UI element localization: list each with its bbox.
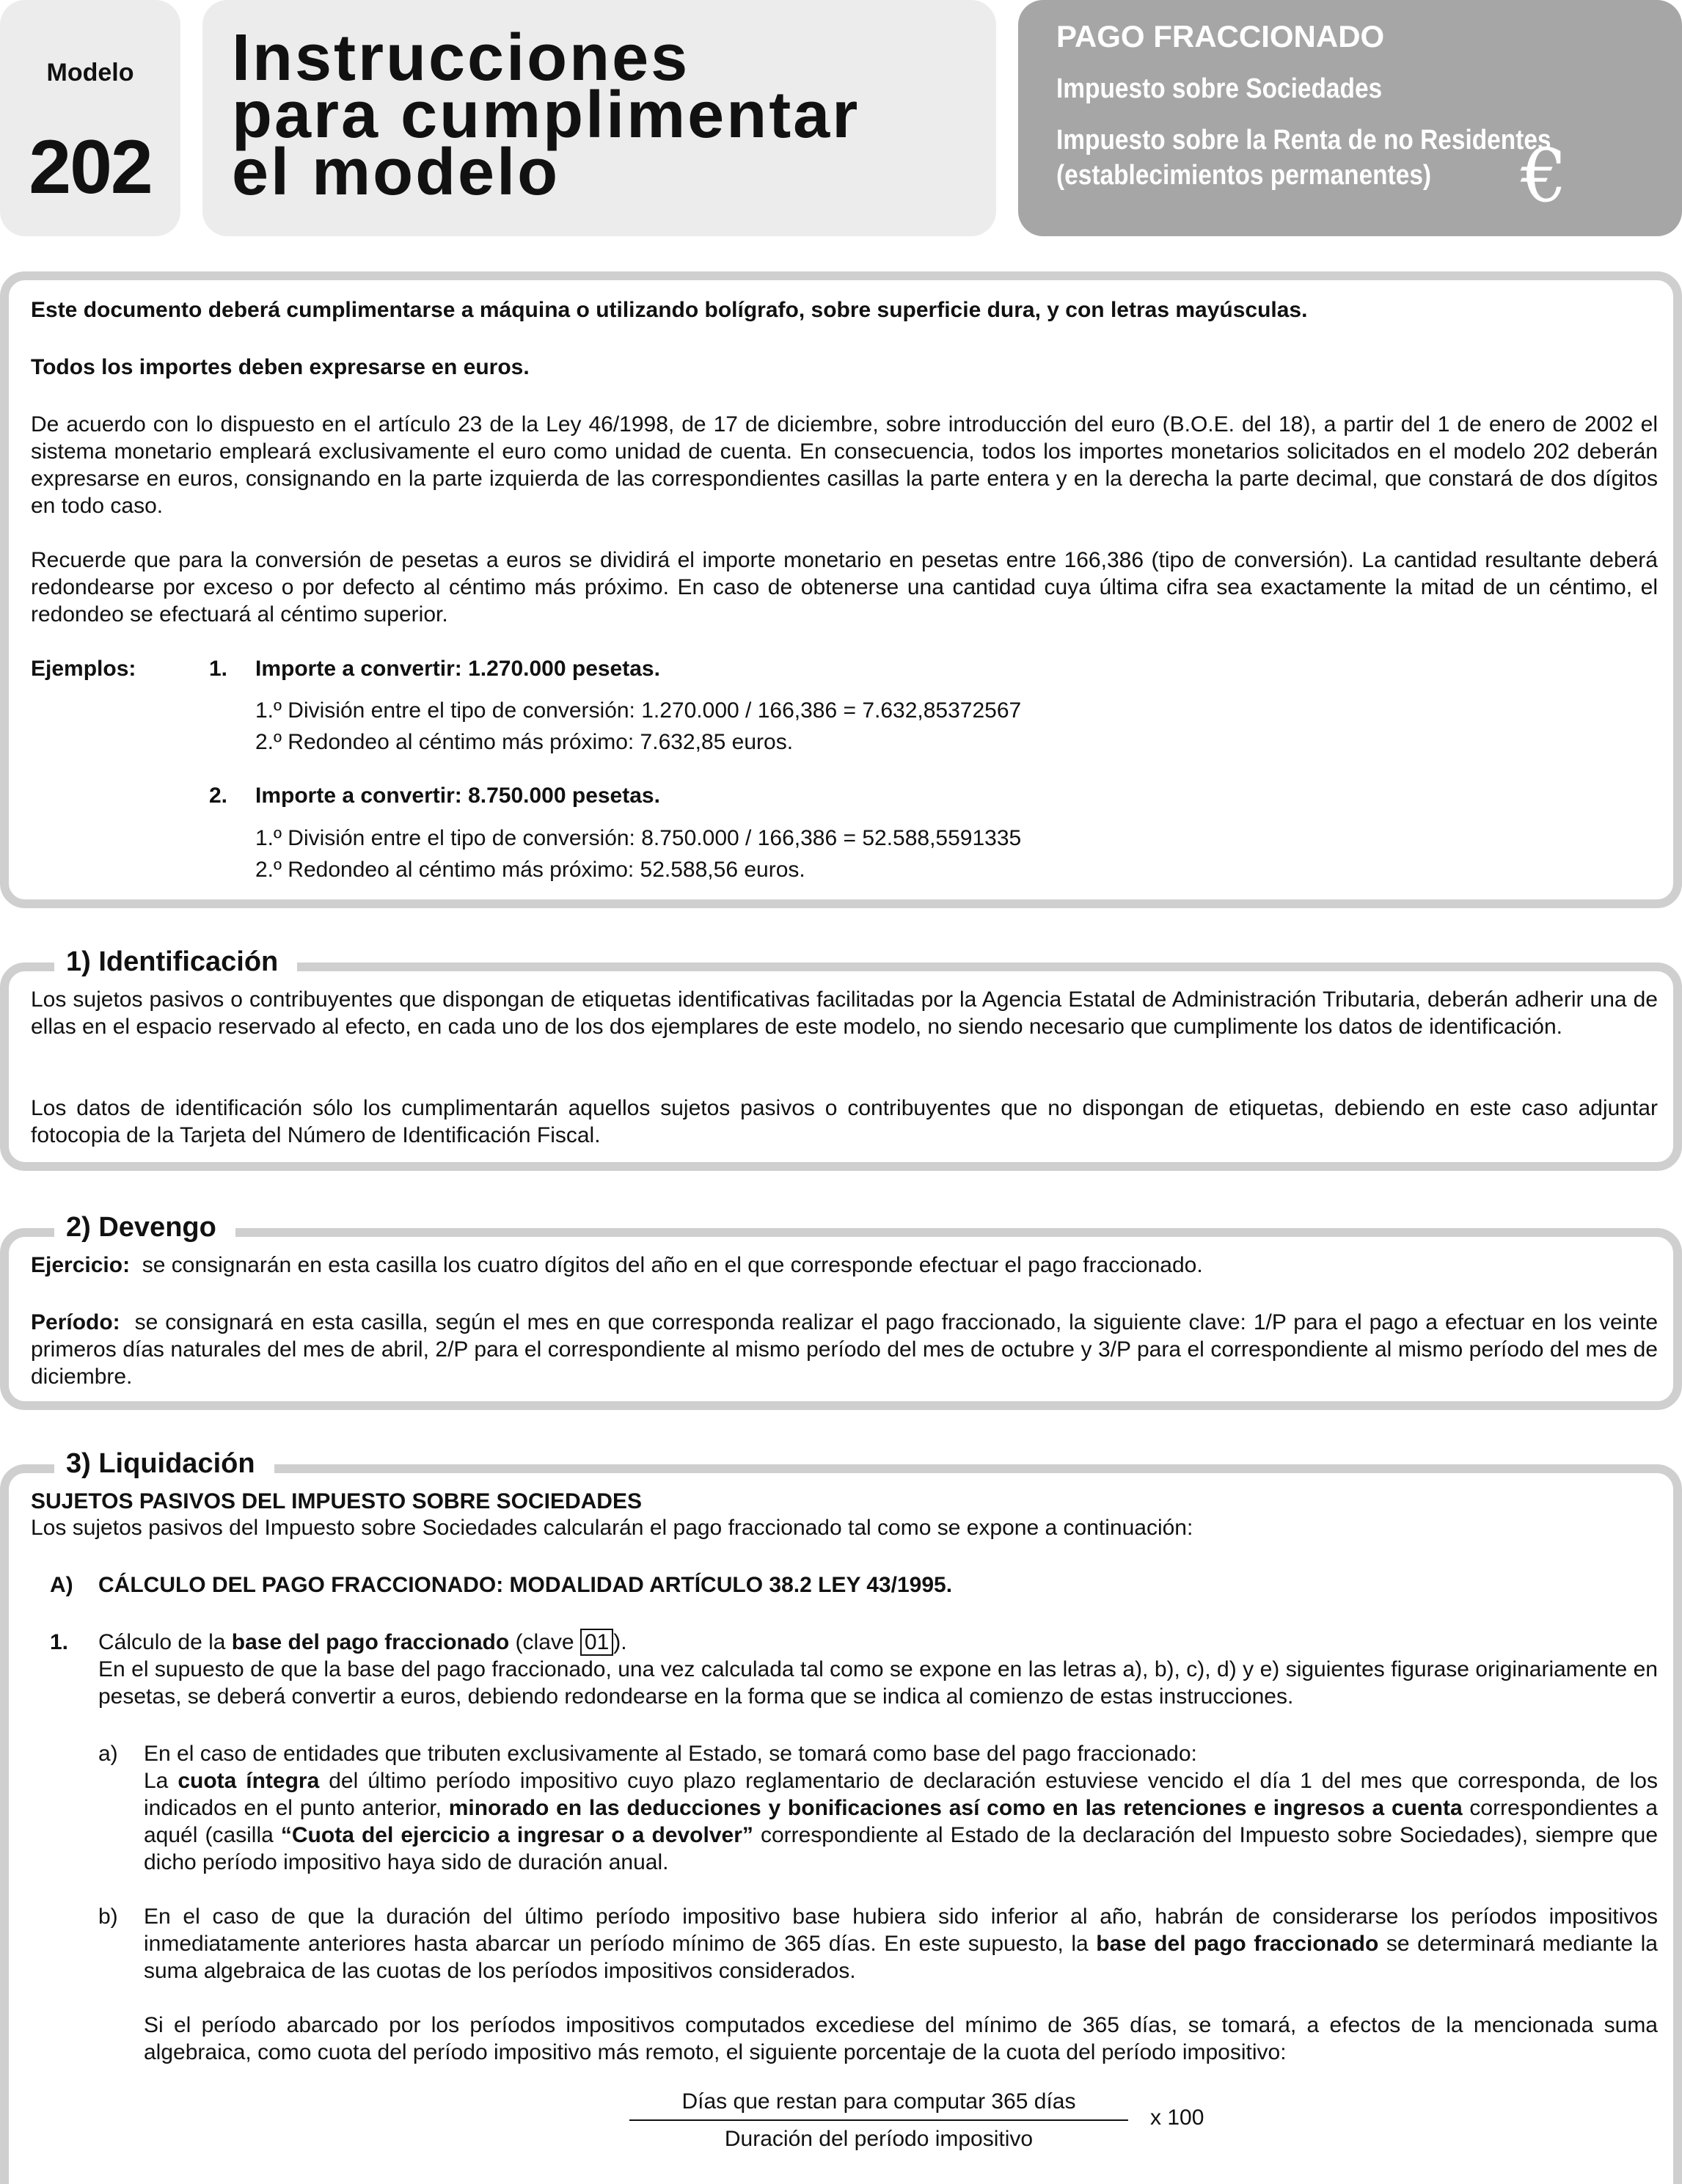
section-a-title: CÁLCULO DEL PAGO FRACCIONADO: MODALIDAD ARTÍCULO 38.2 LEY 43/1995. — [98, 1573, 953, 1597]
item-1-text: En el supuesto de que la base del pago fraccionado, una vez calculada tal como se expone en las letras a), b), c), d) y e) siguientes figurase originariamente en pesetas, se deberá convertir a euros, debiendo redondearse en la forma que se indica al comienzo de estas instrucciones. — [98, 1657, 1658, 1709]
intro-conversion-paragraph: Recuerde que para la conversión de pesetas a euros se dividirá el importe monetario en pesetas entre 166,386 (tipo de conversión). La cantidad resultante deberá redondearse por exceso o por defecto al céntimo más próximo. En caso de obtenerse una cantidad cuya última cifra sea exactamente la mitad de un céntimo, el redondeo se efectuará al céntimo superior. — [31, 548, 1658, 627]
item-1-number: 1. — [50, 1630, 69, 1654]
periodo-label: Período: — [31, 1310, 120, 1334]
example-1-title: Importe a convertir: 1.270.000 pesetas. — [255, 657, 660, 681]
liquidacion-subtitle: SUJETOS PASIVOS DEL IMPUESTO SOBRE SOCIEDADES — [31, 1489, 642, 1513]
title-box — [202, 0, 996, 236]
modelo-label: Modelo — [46, 59, 134, 87]
intro-instruction: Este documento deberá cumplimentarse a máquina o utilizando bolígrafo, sobre superficie dura, y con letras mayúsculas. — [31, 298, 1308, 322]
section-title-liquidacion: 3) Liquidación — [54, 1450, 274, 1478]
subitem-a-t2: del último período impositivo cuyo plazo reglamentario de declaración estuviese vencido el día 1 del mes que corresponda, de los indicados en el punto anterior, — [144, 1769, 1658, 1820]
pago-subtitle-sociedades: Impuesto sobre Sociedades — [1056, 73, 1383, 104]
examples-label: Ejemplos: — [31, 657, 136, 681]
subitem-a-b2: minorado en las deducciones y bonificaciones así como en las retenciones e ingresos a cuenta — [448, 1796, 1463, 1820]
identificacion-section — [0, 946, 1682, 1171]
ejercicio-text: se consignarán en esta casilla los cuatro dígitos del año en el que corresponde efectuar el pago fraccionado. — [142, 1253, 1203, 1277]
modelo-number: 202 — [29, 125, 152, 210]
formula — [629, 2088, 1204, 2152]
example-2-step-2: 2.º Redondeo al céntimo más próximo: 52.588,56 euros. — [255, 858, 805, 882]
subitem-b-t1: En el caso de que la duración del último período impositivo base hubiera sido inferior al año, habrán de considerarse los períodos impositivos inmediatamente anteriores hasta abarcar un período mínimo de 365 días. En este supuesto, la — [144, 1904, 1658, 1956]
example-2-number: 2. — [209, 784, 228, 808]
devengo-periodo — [31, 1309, 1658, 1390]
subitem-b-paragraph-2: Si el período abarcado por los períodos impositivos computados excediese del mínimo de 365 días, se tomará, a efectos de la mencionada suma algebraica, como cuota del período impositivo más remoto, el siguiente porcentaje de la cuota del período impositivo: — [144, 2013, 1658, 2064]
clave-01-box: 01 — [580, 1629, 613, 1656]
item-1-post: ). — [613, 1630, 627, 1654]
pago-subtitle-establecimientos: (establecimientos permanentes) — [1056, 160, 1432, 191]
modelo-box — [0, 0, 180, 236]
periodo-text: se consignará en esta casilla, según el mes en que corresponda realizar el pago fraccionado, la siguiente clave: 1/P para el pago a efectuar en los veinte primeros días naturales del mes de abril, 2/P para el correspondiente al mismo período del mes de octubre y 3/P para el correspondiente al mismo período del mes de diciembre. — [31, 1310, 1658, 1389]
subitem-a-b1: cuota íntegra — [178, 1769, 320, 1793]
subitem-b-b1: base del pago fraccionado — [1096, 1932, 1379, 1956]
formula-divider — [629, 2119, 1128, 2121]
subitem-b-t2: se determinará mediante la suma algebraica de las cuotas de los períodos impositivos considerados. — [144, 1932, 1658, 1983]
formula-numerator: Días que restan para computar 365 días — [681, 2089, 1076, 2114]
pago-fraccionado-box — [1018, 0, 1682, 236]
subitem-a-line1: En el caso de entidades que tributen exclusivamente al Estado, se tomará como base del pago fraccionado: — [144, 1742, 1197, 1766]
liquidacion-section — [0, 1448, 1682, 2184]
subitem-a-label: a) — [98, 1742, 118, 1766]
identificacion-paragraph-2: Los datos de identificación sólo los cumplimentarán aquellos sujetos pasivos o contribuyentes que no dispongan de etiquetas, debiendo en este caso adjuntar fotocopia de la Tarjeta del Número de Identificación Fiscal. — [31, 1096, 1658, 1147]
section-a-label: A) — [50, 1573, 73, 1597]
subitem-b-label: b) — [98, 1904, 118, 1929]
subitem-a-t3: correspondientes a aquél (casilla — [144, 1796, 1658, 1847]
section-title-identificacion: 1) Identificación — [54, 948, 297, 976]
subitem-a-t4: correspondiente al Estado de la declaración del Impuesto sobre Sociedades), siempre que dicho período impositivo haya sido de duración anual. — [144, 1823, 1658, 1874]
section-title-devengo: 2) Devengo — [54, 1213, 235, 1241]
item-1-pre: Cálculo de la — [98, 1630, 232, 1654]
subitem-a-t1: La — [144, 1769, 178, 1793]
subitem-b-paragraph — [144, 1903, 1658, 1984]
devengo-ejercicio — [31, 1252, 1658, 1279]
example-2-step-1: 1.º División entre el tipo de conversión: 8.750.000 / 166,386 = 52.588,5591335 — [255, 826, 1022, 850]
pago-title: PAGO FRACCIONADO — [1056, 19, 1385, 54]
liquidacion-intro: Los sujetos pasivos del Impuesto sobre Sociedades calcularán el pago fraccionado tal como se expone a continuación: — [31, 1516, 1193, 1540]
devengo-section — [0, 1212, 1682, 1410]
identificacion-paragraph-1: Los sujetos pasivos o contribuyentes que dispongan de etiquetas identificativas facilitadas por la Agencia Estatal de Administración Tributaria, deberán adherir una de ellas en el espacio reservado al efecto, en cada uno de los dos ejemplares de este modelo, no siendo necesario que cumplimente los datos de identificación. — [31, 987, 1658, 1039]
formula-denominator: Duración del período impositivo — [724, 2127, 1034, 2151]
example-1-step-2: 2.º Redondeo al céntimo más próximo: 7.632,85 euros. — [255, 730, 794, 754]
example-1-step-1: 1.º División entre el tipo de conversión: 1.270.000 / 166,386 = 7.632,85372567 — [255, 698, 1022, 723]
intro-euros-note: Todos los importes deben expresarse en euros. — [31, 355, 530, 379]
example-2-title: Importe a convertir: 8.750.000 pesetas. — [255, 784, 660, 808]
intro-section — [0, 271, 1682, 908]
formula-multiplier: x 100 — [1150, 2106, 1204, 2130]
example-1-number: 1. — [209, 657, 228, 681]
euro-icon: € — [1521, 133, 1568, 219]
item-1-bold: base del pago fraccionado — [231, 1630, 510, 1654]
pago-subtitle-no-residentes: Impuesto sobre la Renta de no Residentes — [1056, 125, 1551, 156]
intro-law-paragraph: De acuerdo con lo dispuesto en el artículo 23 de la Ley 46/1998, de 17 de diciembre, sobre introducción del euro (B.O.E. del 18), a partir del 1 de enero de 2002 el sistema monetario empleará exclusivamente el euro como unidad de cuenta. En consecuencia, todos los importes monetarios solicitados en el modelo 202 deberán expresarse en euros, consignando en la parte izquierda de las correspondientes casillas la parte entera y en la derecha la parte decimal, que constará de dos dígitos en todo caso. — [31, 412, 1658, 518]
item-1-mid: (clave — [509, 1630, 580, 1654]
subitem-a-b3: “Cuota del ejercicio a ingresar o a devolver” — [280, 1823, 753, 1847]
page-title: Instrucciones para cumplimentar el modelo — [232, 21, 860, 209]
subitem-a-paragraph — [144, 1767, 1658, 1876]
ejercicio-label: Ejercicio: — [31, 1253, 131, 1277]
item-1-heading — [98, 1629, 627, 1656]
